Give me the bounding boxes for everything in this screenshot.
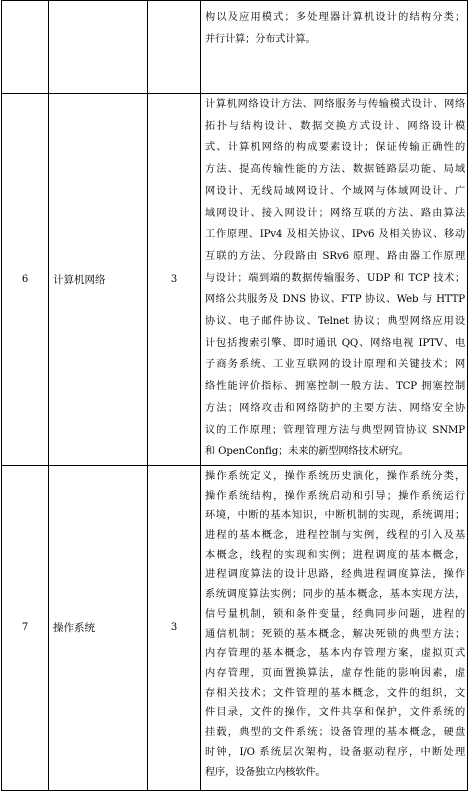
course-number: 6 — [2, 94, 49, 466]
course-credits — [148, 1, 201, 94]
description-line: 协议、电子邮件协议、Telnet 协议；典型网络应用设 — [205, 316, 465, 328]
description-line: 方法；网络攻击和网络防护的主要方法、网络安全协 — [205, 402, 465, 414]
course-table — [1, 0, 468, 791]
course-number — [2, 1, 49, 94]
description-line: 系统调度算法实例；同步的基本概念，基本实现方法， — [205, 589, 465, 601]
description-line: 和 OpenConfig；未来的新型网络技术研究。 — [205, 446, 409, 458]
description-line: 方法、提高传输性能的方法、数据链路层功能、局域 — [205, 164, 465, 176]
description-line: 与设计；端到端的数据传输服务、UDP 和 TCP 技术； — [205, 272, 465, 284]
description-line: 互联的方法、分段路由 SRv6 原理、路由器工作原理 — [205, 250, 465, 262]
description-line: 构以及应用模式；多处理器计算机设计的结构分类； — [205, 12, 465, 23]
description-line: 子商务系统、工业互联网的设计原理和关键技术；网 — [205, 359, 465, 371]
description-line: 内存管理，页面置换算法，虚存性能的影响因素，虚 — [205, 667, 465, 679]
course-name: 操作系统 — [49, 465, 148, 790]
description-line: 络性能评价指标、拥塞控制一般方法、TCP 拥塞控制 — [205, 381, 465, 393]
table-row — [2, 1, 468, 94]
description-line: 式、计算机网络的构成要素设计；保证传输正确性的 — [205, 142, 465, 154]
description-line: 并行计算；分布式计算。 — [205, 33, 316, 45]
description-line: 网络公共服务及 DNS 协议、FTP 协议、Web 与 HTTP — [205, 294, 465, 306]
description-line: 计包括搜索引擎、即时通讯 QQ、网络电视 IPTV、电 — [205, 337, 465, 349]
description-line: 本概念，线程的实现和实例；进程调度的基本概念， — [205, 549, 465, 561]
description-line: 操作系统结构，操作系统启动和引导；操作系统运行 — [205, 490, 465, 502]
description-line: 工作原理、IPv4 及相关协议、IPv6 及相关协议、移动 — [205, 229, 465, 241]
description-line: 程序，设备独立内核软件。 — [205, 766, 326, 778]
description-line: 环境，中断的基本知识，中断机制的实现，系统调用； — [205, 510, 465, 522]
table-row — [2, 94, 468, 466]
description-line: 挂载，典型的文件系统；设备管理的基本概念，硬盘 — [205, 727, 465, 739]
description-line: 时钟，I/O 系统层次架构，设备驱动程序，中断处理 — [205, 746, 465, 758]
description-line: 议的工作原理；管理管理方法与典型网管协议 SNMP — [205, 424, 465, 436]
description-line: 信号量机制，锁和条件变量，经典同步问题，进程的 — [205, 608, 465, 620]
description-line: 件目录，文件的操作，文件共享和保护，文件系统的 — [205, 707, 465, 719]
course-credits: 3 — [148, 465, 201, 790]
description-line: 操作系统定义，操作系统历史演化，操作系统分类， — [205, 470, 465, 482]
description-line: 进程调度算法的设计思路，经典进程调度算法，操作 — [205, 569, 465, 581]
course-description — [201, 94, 468, 466]
course-description — [201, 465, 468, 790]
description-line: 通信机制；死锁的基本概念，解决死锁的典型方法； — [205, 628, 465, 640]
course-number: 7 — [2, 465, 49, 790]
description-line: 网设计、无线局域网设计、个域网与体域网设计、广 — [205, 185, 465, 197]
description-line: 进程的基本概念，进程控制与实例，线程的引入及基 — [205, 530, 465, 542]
description-line: 域网设计、接入网设计；网络互联的方法、路由算法 — [205, 207, 465, 219]
description-line: 拓扑与结构设计、数据交换方式设计、网络设计模 — [205, 120, 465, 132]
course-name — [49, 1, 148, 94]
course-description — [201, 1, 468, 94]
course-name: 计算机网络 — [49, 94, 148, 466]
description-line: 内存管理的基本概念，基本内存管理方案，虚拟页式 — [205, 648, 465, 660]
description-line: 计算机网络设计方法、网络服务与传输模式设计、网络 — [205, 99, 465, 110]
description-line: 存相关技术；文件管理的基本概念，文件的组织，文 — [205, 687, 465, 699]
table-row — [2, 465, 468, 790]
course-credits: 3 — [148, 94, 201, 466]
